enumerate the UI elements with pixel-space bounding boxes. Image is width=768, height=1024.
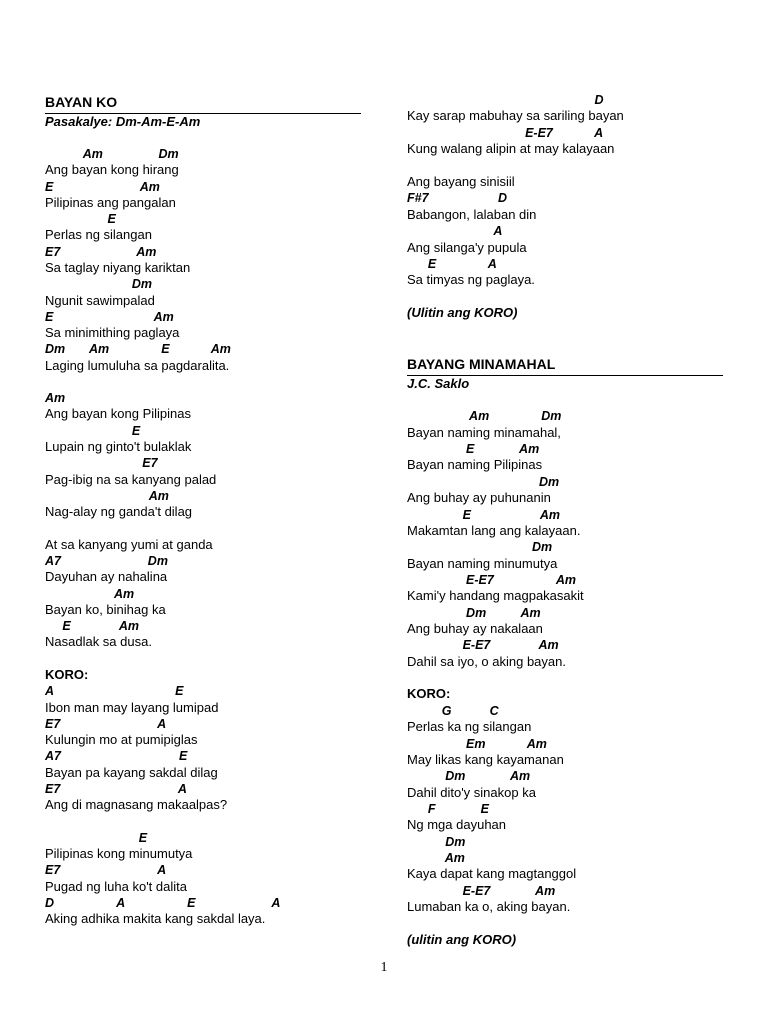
lyric-line: Bayan naming Pilipinas: [407, 457, 543, 473]
lyric-line: Dahil sa iyo, o aking bayan.: [407, 653, 566, 669]
chord-line: Am: [45, 488, 169, 503]
lyric-line: Babangon, lalaban din: [407, 206, 537, 222]
chord-line: D: [407, 93, 604, 107]
chord-line: E A: [407, 257, 497, 271]
chord-line: E: [45, 212, 116, 227]
lyric-line: Bayan naming minumutya: [407, 555, 558, 571]
chord-line: E Am: [407, 507, 561, 522]
chord-line: E-E7 Am: [407, 883, 556, 898]
lyric-line: Makamtan lang ang kalayaan.: [407, 522, 581, 538]
chord-line: A E: [45, 684, 184, 699]
lyric-line: Ang bayan kong hirang: [45, 162, 179, 178]
chord-line: E Am: [45, 309, 174, 324]
lyric-line: Kulungin mo at pumipiglas: [45, 732, 198, 748]
chord-line: D A E A: [45, 895, 281, 910]
lyric-line: Kami'y handang magpakasakit: [407, 588, 584, 604]
lyric-line: Ang bayang sinisiil: [407, 174, 515, 189]
lyric-line: Pilipinas kong minumutya: [45, 846, 193, 862]
lyric-line: Dahil dito'y sinakop ka: [407, 784, 536, 800]
chord-line: Am: [45, 391, 66, 406]
chord-line: Am: [407, 851, 465, 866]
song-subtitle: Pasakalye: Dm-Am-E-Am: [45, 114, 201, 129]
song-author: J.C. Saklo: [407, 376, 470, 391]
lyric-line: May likas kang kayamanan: [407, 751, 564, 767]
lyric-line: Sa timyas ng paglaya.: [407, 272, 535, 288]
lyric-line: Ang bayan kong Pilipinas: [45, 406, 191, 422]
chord-line: E: [45, 423, 141, 438]
lyric-line: Ang buhay ay nakalaan: [407, 621, 543, 637]
song-title-bayang-minamahal: BAYANG MINAMAHAL: [407, 356, 556, 372]
chord-line: Dm Am: [407, 605, 541, 620]
lyric-line: Nag-alay ng ganda't dilag: [45, 504, 193, 520]
lyric-line: Bayan ko, binihag ka: [45, 601, 166, 617]
song-title-bayan-ko: BAYAN KO: [45, 94, 118, 110]
chord-line: Am Dm: [45, 147, 179, 161]
chord-line: E-E7 Am: [407, 638, 559, 653]
lyric-line: Bayan naming minamahal,: [407, 424, 561, 440]
chord-line: E Am: [45, 619, 140, 634]
lyric-line: Lumaban ka o, aking bayan.: [407, 899, 571, 915]
lyric-line: Perlas ng silangan: [45, 227, 152, 243]
lyric-line: Kung walang alipin at may kalayaan: [407, 141, 615, 157]
chord-line: Dm Am E Am: [45, 342, 231, 357]
chord-line: E7 Am: [45, 244, 157, 259]
lyric-line: Ang silanga'y pupula: [407, 239, 527, 255]
chord-line: Dm: [45, 277, 152, 292]
chord-line: G C: [407, 703, 499, 718]
lyric-line: Dayuhan ay nahalina: [45, 569, 168, 585]
lyric-line: Sa taglay niyang kariktan: [45, 259, 191, 275]
chord-line: A: [407, 224, 503, 239]
chord-line: Dm Am: [407, 769, 531, 784]
koro-label: KORO:: [407, 686, 451, 702]
chord-line: Dm: [407, 540, 553, 555]
lyric-line: Ang buhay ay puhunanin: [407, 490, 551, 506]
chord-line: Dm: [407, 474, 560, 489]
chord-line: E-E7 A: [407, 125, 604, 140]
lyric-line: Ng mga dayuhan: [407, 817, 507, 833]
chord-line: Am: [45, 586, 135, 601]
chord-line: E7 A: [45, 863, 167, 878]
chord-line: E Am: [407, 442, 540, 457]
lyric-line: Ngunit sawimpalad: [45, 292, 155, 308]
chord-line: Em Am: [407, 736, 547, 751]
lyric-line: Pilipinas ang pangalan: [45, 194, 176, 210]
repeat-note: (ulitin ang KORO): [407, 931, 517, 947]
lyric-line: Aking adhika makita kang sakdal laya.: [45, 911, 266, 927]
lyric-line: Sa minimithing paglaya: [45, 325, 180, 341]
lyric-line: Kaya dapat kang magtanggol: [407, 866, 577, 882]
chord-line: Dm: [407, 834, 466, 849]
lyric-line: Pag-ibig na sa kanyang palad: [45, 471, 217, 487]
chord-line: E7: [45, 456, 158, 471]
repeat-note: (Ulitin ang KORO): [407, 305, 518, 321]
chord-line: E: [45, 830, 148, 845]
chord-line: A7 E: [45, 749, 188, 764]
chord-line: E-E7 Am: [407, 572, 577, 587]
lyric-line: Lupain ng ginto't bulaklak: [45, 439, 192, 455]
lyric-line: Pugad ng luha ko't dalita: [45, 878, 187, 894]
chord-line: F#7 D: [407, 191, 508, 206]
chord-line: Am Dm: [407, 409, 562, 424]
lyric-line: Nasadlak sa dusa.: [45, 634, 152, 650]
lyric-line: Bayan pa kayang sakdal dilag: [45, 764, 218, 780]
chord-line: E Am: [45, 179, 160, 194]
chord-line: E7 A: [45, 781, 187, 796]
lyric-line: Ang di magnasang makaalpas?: [45, 797, 228, 813]
lyric-line: At sa kanyang yumi at ganda: [45, 536, 213, 552]
chord-line: F E: [407, 802, 489, 816]
chord-line: A7 Dm: [45, 554, 168, 568]
chord-line: E7 A: [45, 716, 167, 731]
lyric-line: Laging lumuluha sa pagdaralita.: [45, 357, 230, 373]
page-number: 1: [380, 960, 388, 975]
koro-label: KORO:: [45, 666, 89, 682]
lyric-line: Kay sarap mabuhay sa sariling bayan: [407, 108, 624, 124]
lyric-line: Perlas ka ng silangan: [407, 719, 532, 735]
lyric-line: Ibon man may layang lumipad: [45, 699, 219, 715]
